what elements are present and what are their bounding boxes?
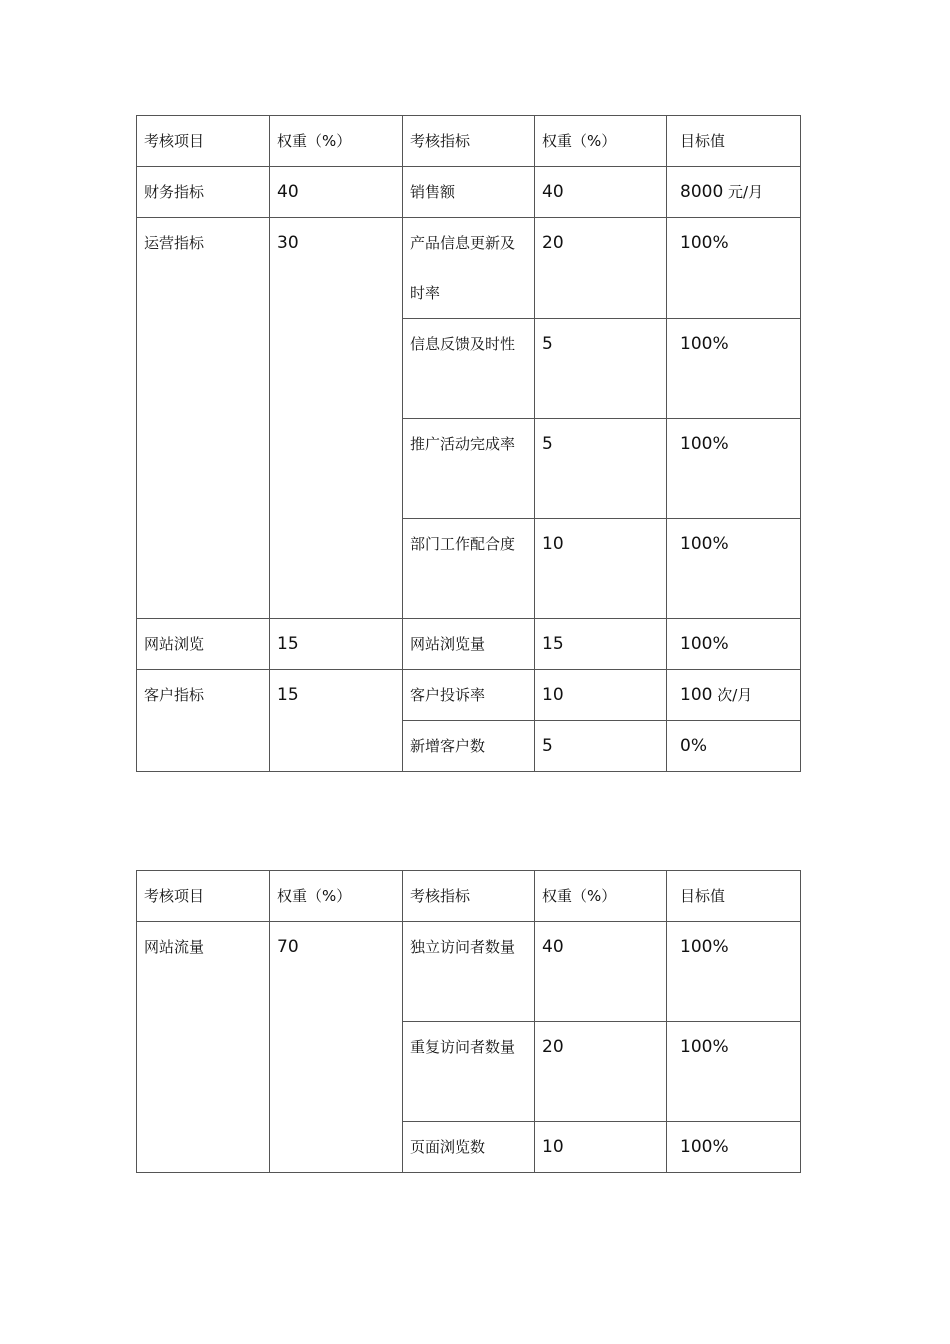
category-weight-cell: 70: [270, 922, 403, 1173]
table-row: [137, 670, 801, 721]
indicator-cell: 部门工作配合度: [403, 519, 535, 619]
category-weight-cell: 15: [270, 619, 403, 670]
header-cell: 权重（%）: [270, 871, 403, 922]
target-cell: 100%: [667, 922, 801, 1022]
indicator-cell: 新增客户数: [403, 721, 535, 772]
table-row: [137, 619, 801, 670]
indicator-cell: 重复访问者数量: [403, 1022, 535, 1122]
header-cell: 目标值: [667, 116, 801, 167]
table-header-row: [137, 116, 801, 167]
target-value: 8000: [680, 182, 724, 202]
target-cell: 100%: [667, 1022, 801, 1122]
weight-cell: 40: [535, 922, 667, 1022]
indicator-cell: 推广活动完成率: [403, 419, 535, 519]
target-cell: [667, 167, 801, 218]
target-cell: [667, 670, 801, 721]
header-cell: 权重（%）: [535, 871, 667, 922]
indicator-cell: 独立访问者数量: [403, 922, 535, 1022]
category-weight-cell: 40: [270, 167, 403, 218]
weight-cell: 5: [535, 721, 667, 772]
target-unit: 次/月: [712, 686, 753, 704]
target-cell: 100%: [667, 419, 801, 519]
table-row: [137, 167, 801, 218]
header-cell: 目标值: [667, 871, 801, 922]
target-cell: 100%: [667, 619, 801, 670]
header-cell: 考核项目: [137, 871, 270, 922]
table-row: [137, 218, 801, 319]
header-cell: 权重（%）: [270, 116, 403, 167]
indicator-cell: 客户投诉率: [403, 670, 535, 721]
target-cell: 100%: [667, 319, 801, 419]
category-cell: 财务指标: [137, 167, 270, 218]
header-cell: 考核指标: [403, 116, 535, 167]
target-cell: 100%: [667, 519, 801, 619]
indicator-cell: 信息反馈及时性: [403, 319, 535, 419]
category-cell: 网站浏览: [137, 619, 270, 670]
weight-cell: 15: [535, 619, 667, 670]
weight-cell: 40: [535, 167, 667, 218]
table-row: [137, 922, 801, 1022]
category-weight-cell: 30: [270, 218, 403, 619]
category-cell: 客户指标: [137, 670, 270, 772]
target-cell: 100%: [667, 218, 801, 319]
weight-cell: 10: [535, 670, 667, 721]
target-unit: 元/月: [723, 183, 764, 201]
kpi-table-2: [136, 870, 801, 1173]
category-cell: 运营指标: [137, 218, 270, 619]
target-cell: 100%: [667, 1122, 801, 1173]
indicator-cell: 产品信息更新及时率: [403, 218, 535, 319]
weight-cell: 5: [535, 419, 667, 519]
category-cell: 网站流量: [137, 922, 270, 1173]
header-cell: 考核指标: [403, 871, 535, 922]
target-value: 100: [680, 685, 713, 705]
weight-cell: 10: [535, 519, 667, 619]
indicator-cell: 页面浏览数: [403, 1122, 535, 1173]
category-weight-cell: 15: [270, 670, 403, 772]
header-cell: 考核项目: [137, 116, 270, 167]
weight-cell: 20: [535, 218, 667, 319]
kpi-table-1: [136, 115, 801, 772]
header-cell: 权重（%）: [535, 116, 667, 167]
weight-cell: 5: [535, 319, 667, 419]
weight-cell: 20: [535, 1022, 667, 1122]
indicator-cell: 销售额: [403, 167, 535, 218]
table-header-row: [137, 871, 801, 922]
weight-cell: 10: [535, 1122, 667, 1173]
indicator-cell: 网站浏览量: [403, 619, 535, 670]
target-cell: 0%: [667, 721, 801, 772]
